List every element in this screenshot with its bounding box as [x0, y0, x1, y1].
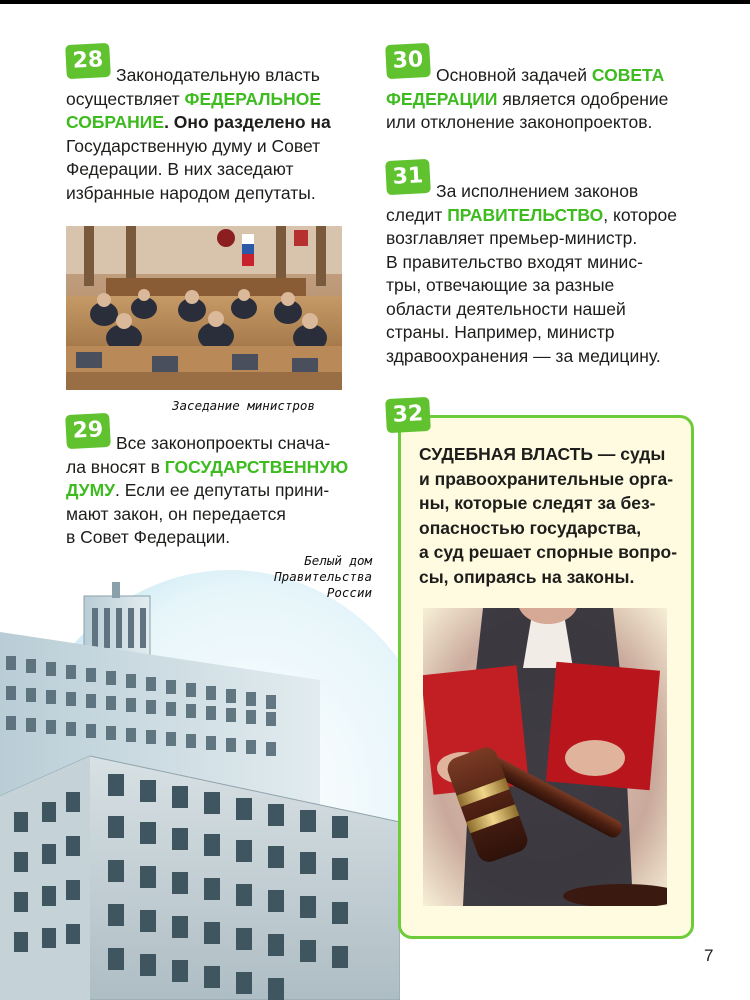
item-32-line: и правоохранительные орга-: [419, 468, 674, 489]
item-31-line: За исполнением законов: [436, 181, 639, 201]
gavel-illustration: [423, 608, 667, 906]
item-31-text: [386, 180, 716, 368]
badge-29: 29: [65, 413, 111, 449]
item-30-line: ФЕДЕРАЦИИ является одобрение: [386, 88, 669, 109]
item-31-line: возглавляет премьер-министр.: [386, 228, 638, 248]
judicial-power-box: [398, 415, 694, 939]
caption-line: России: [326, 585, 372, 600]
gavel-photo: [423, 608, 667, 906]
badge-30: 30: [385, 43, 431, 79]
item-31-line: здравоохранения — за медицину.: [386, 345, 661, 366]
item-31-line: следит ПРАВИТЕЛЬСТВО, которое: [386, 204, 677, 225]
item-30-line: Основной задачей СОВЕТА: [436, 65, 665, 85]
item-32-line: сы, опираясь на законы.: [419, 566, 635, 587]
caption-white-house: [262, 553, 372, 601]
meeting-photo-illustration: [66, 226, 342, 390]
badge-28: 28: [65, 43, 111, 79]
top-border: [0, 0, 750, 4]
page-number: 7: [704, 946, 714, 965]
item-32-line: а суд решает спорные вопро-: [419, 542, 678, 562]
item-30-text: [386, 64, 716, 135]
item-29-text: [66, 432, 366, 550]
item-32-line: опасностью государства,: [419, 517, 642, 538]
item-32-text: [419, 442, 689, 589]
item-29-line: Все законопроекты снача-: [116, 433, 331, 453]
item-29-line: в Совет Федерации.: [66, 527, 231, 547]
item-29-line: ла вносят в ГОСУДАРСТВЕННУЮ: [66, 456, 349, 477]
item-31-line: страны. Например, министр: [386, 322, 615, 342]
caption-line: Правительства: [274, 569, 372, 584]
badge-32: 32: [385, 397, 431, 433]
caption-line: Белый дом: [304, 553, 372, 568]
item-31-line: В правительство входят минис-: [386, 251, 643, 272]
item-28-text: [66, 64, 366, 205]
white-house-drawing: [0, 560, 400, 1000]
item-28-line: осуществляет ФЕДЕРАЛЬНОЕ: [66, 88, 322, 109]
badge-31: 31: [385, 159, 431, 195]
item-31-line: области деятельности нашей: [386, 298, 626, 319]
item-29-line: ДУМУ. Если ее депутаты прини-: [66, 480, 330, 500]
item-28-line: СОБРАНИЕ. Оно разделено на: [66, 112, 331, 132]
item-28-line: Федерации. В них заседают: [66, 159, 294, 179]
item-28-line: Государственную думу и Совет: [66, 135, 321, 156]
item-32-line: СУДЕБНАЯ ВЛАСТЬ — суды: [419, 444, 666, 464]
item-30-line: или отклонение законопроектов.: [386, 112, 653, 132]
meeting-photo: [66, 226, 342, 390]
white-house-illustration: [0, 560, 400, 1000]
item-28-line: избранные народом депутаты.: [66, 182, 316, 203]
item-28-line: Законодательную власть: [116, 65, 320, 85]
caption-meeting: Заседание министров: [172, 398, 315, 413]
item-29-line: мают закон, он передается: [66, 503, 286, 524]
item-31-line: тры, отвечающие за разные: [386, 275, 615, 295]
item-32-line: ны, которые следят за без-: [419, 493, 656, 513]
